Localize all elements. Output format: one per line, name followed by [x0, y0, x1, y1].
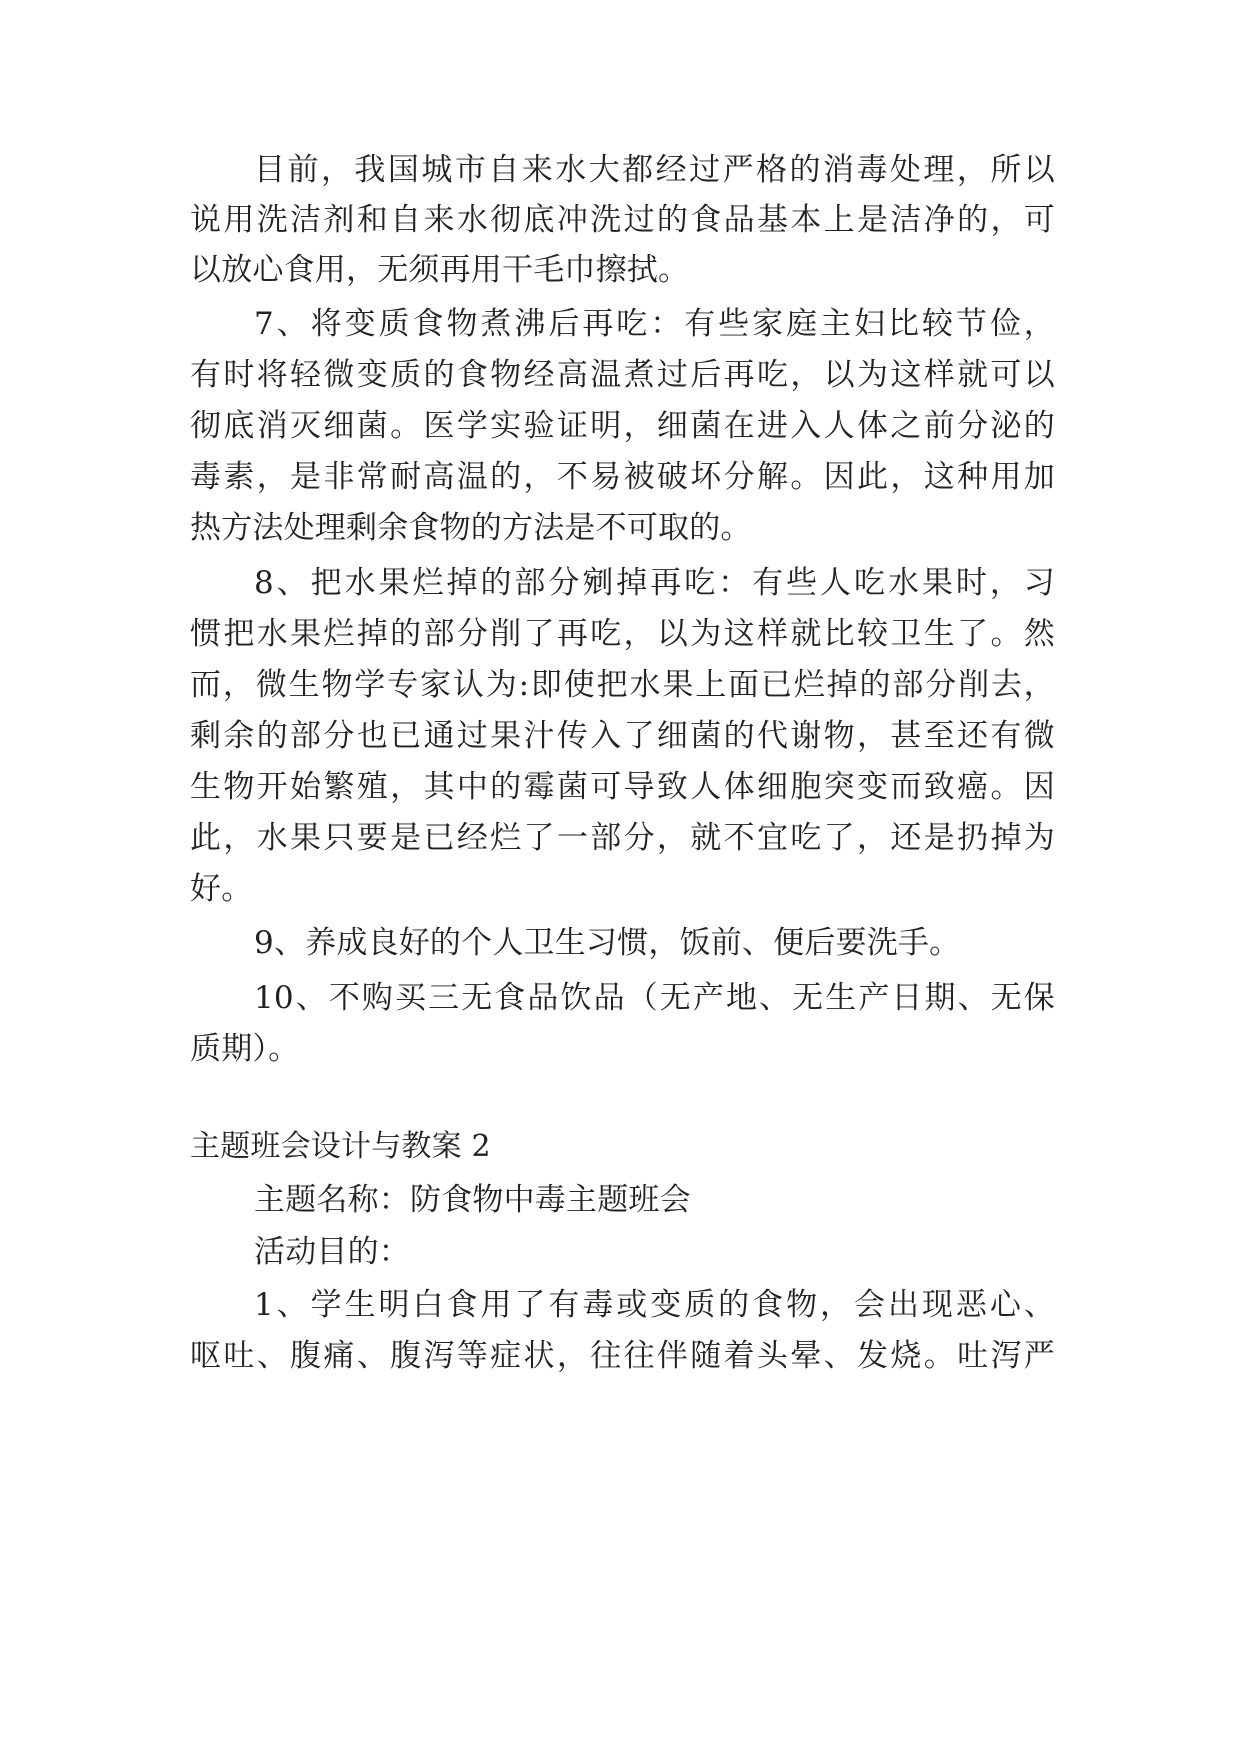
text-line: 说用洗洁剂和自来水彻底冲洗过的食品基本上是洁净的，可 — [190, 202, 1055, 238]
text-line: 此，水果只要是已经烂了一部分，就不宜吃了，还是扔掉为 — [190, 820, 1055, 856]
text-line: 活动目的： — [254, 1234, 410, 1270]
text-line: 惯把水果烂掉的部分削了再吃，以为这样就比较卫生了。然 — [190, 616, 1055, 652]
text-line: 主题名称：防食物中毒主题班会 — [254, 1182, 691, 1218]
text-line: 呕吐、腹痛、腹泻等症状，往往伴随着头晕、发烧。吐泻严 — [190, 1338, 1055, 1374]
text-line: 10、不购买三无食品饮品（无产地、无生产日期、无保 — [254, 980, 1055, 1016]
text-line: 以放心食用，无须再用干毛巾擦拭。 — [190, 252, 690, 288]
text-line: 1、学生明白食用了有毒或变质的食物，会出现恶心、 — [254, 1287, 1055, 1323]
text-line: 目前，我国城市自来水大都经过严格的消毒处理，所以 — [254, 152, 1055, 188]
text-line: 剩余的部分也已通过果汁传入了细菌的代谢物，甚至还有微 — [190, 718, 1055, 754]
text-line: 生物开始繁殖，其中的霉菌可导致人体细胞突变而致癌。因 — [190, 769, 1055, 805]
text-line: 8、把水果烂掉的部分剜掉再吃：有些人吃水果时，习 — [254, 565, 1055, 601]
text-line: 有时将轻微变质的食物经高温煮过后再吃，以为这样就可以 — [190, 357, 1055, 393]
text-line: 9、养成良好的个人卫生习惯，饭前、便后要洗手。 — [254, 925, 961, 961]
text-line: 质期）。 — [190, 1031, 300, 1067]
text-line: 热方法处理剩余食物的方法是不可取的。 — [190, 510, 752, 546]
text-line: 7、将变质食物煮沸后再吃：有些家庭主妇比较节俭， — [254, 306, 1055, 342]
text-line: 毒素，是非常耐高温的，不易被破坏分解。因此，这种用加 — [190, 459, 1055, 495]
section-heading: 主题班会设计与教案 2 — [190, 1129, 491, 1164]
text-line: 彻底消灭细菌。医学实验证明，细菌在进入人体之前分泌的 — [190, 408, 1055, 444]
text-line: 而，微生物学专家认为:即使把水果上面已烂掉的部分削去， — [190, 667, 1055, 703]
text-line: 好。 — [190, 871, 253, 907]
